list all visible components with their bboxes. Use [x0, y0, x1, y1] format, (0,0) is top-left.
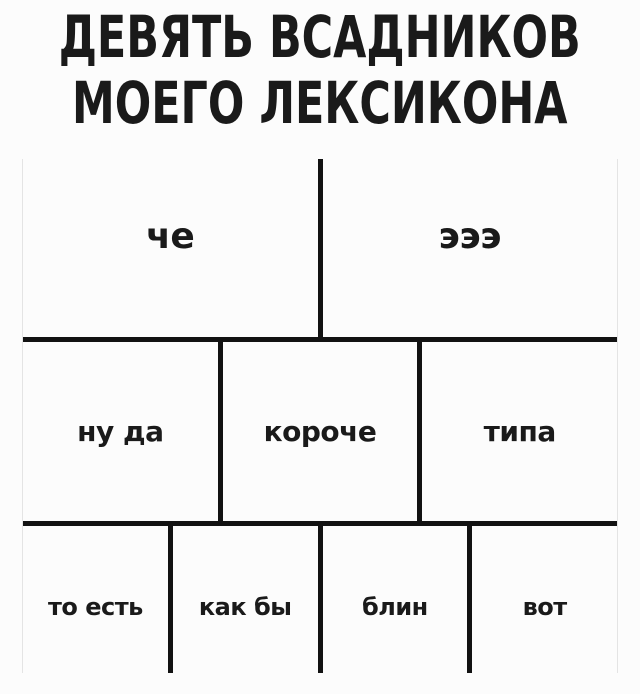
grid-row-3: [23, 521, 617, 673]
cell-koroche: [218, 342, 418, 521]
cell-to-est-label: то есть: [47, 592, 143, 621]
cell-che-label: че: [146, 215, 195, 257]
meme-title: [0, 0, 640, 158]
cell-che: [23, 159, 318, 337]
meme-title-line-1: ДЕВЯТЬ ВСАДНИКОВ: [58, 3, 582, 71]
cell-nu-da: [23, 342, 218, 521]
cell-koroche-label: короче: [263, 415, 377, 448]
grid-row-1: [23, 159, 617, 337]
cell-vot-label: вот: [522, 592, 567, 621]
cell-eee: [318, 159, 618, 337]
cell-blin-label: блин: [362, 592, 428, 621]
cell-vot: [467, 526, 617, 673]
cell-nu-da-label: ну да: [77, 415, 164, 448]
cell-tipa: [417, 342, 617, 521]
cell-kak-by-label: как бы: [198, 592, 292, 621]
lexicon-grid: [22, 159, 618, 673]
cell-tipa-label: типа: [483, 415, 556, 448]
cell-blin: [318, 526, 468, 673]
cell-to-est: [23, 526, 168, 673]
cell-eee-label: эээ: [438, 215, 502, 257]
grid-row-2: [23, 337, 617, 521]
meme-title-line-2: МОЕГО ЛЕКСИКОНА: [72, 69, 568, 137]
cell-kak-by: [168, 526, 318, 673]
